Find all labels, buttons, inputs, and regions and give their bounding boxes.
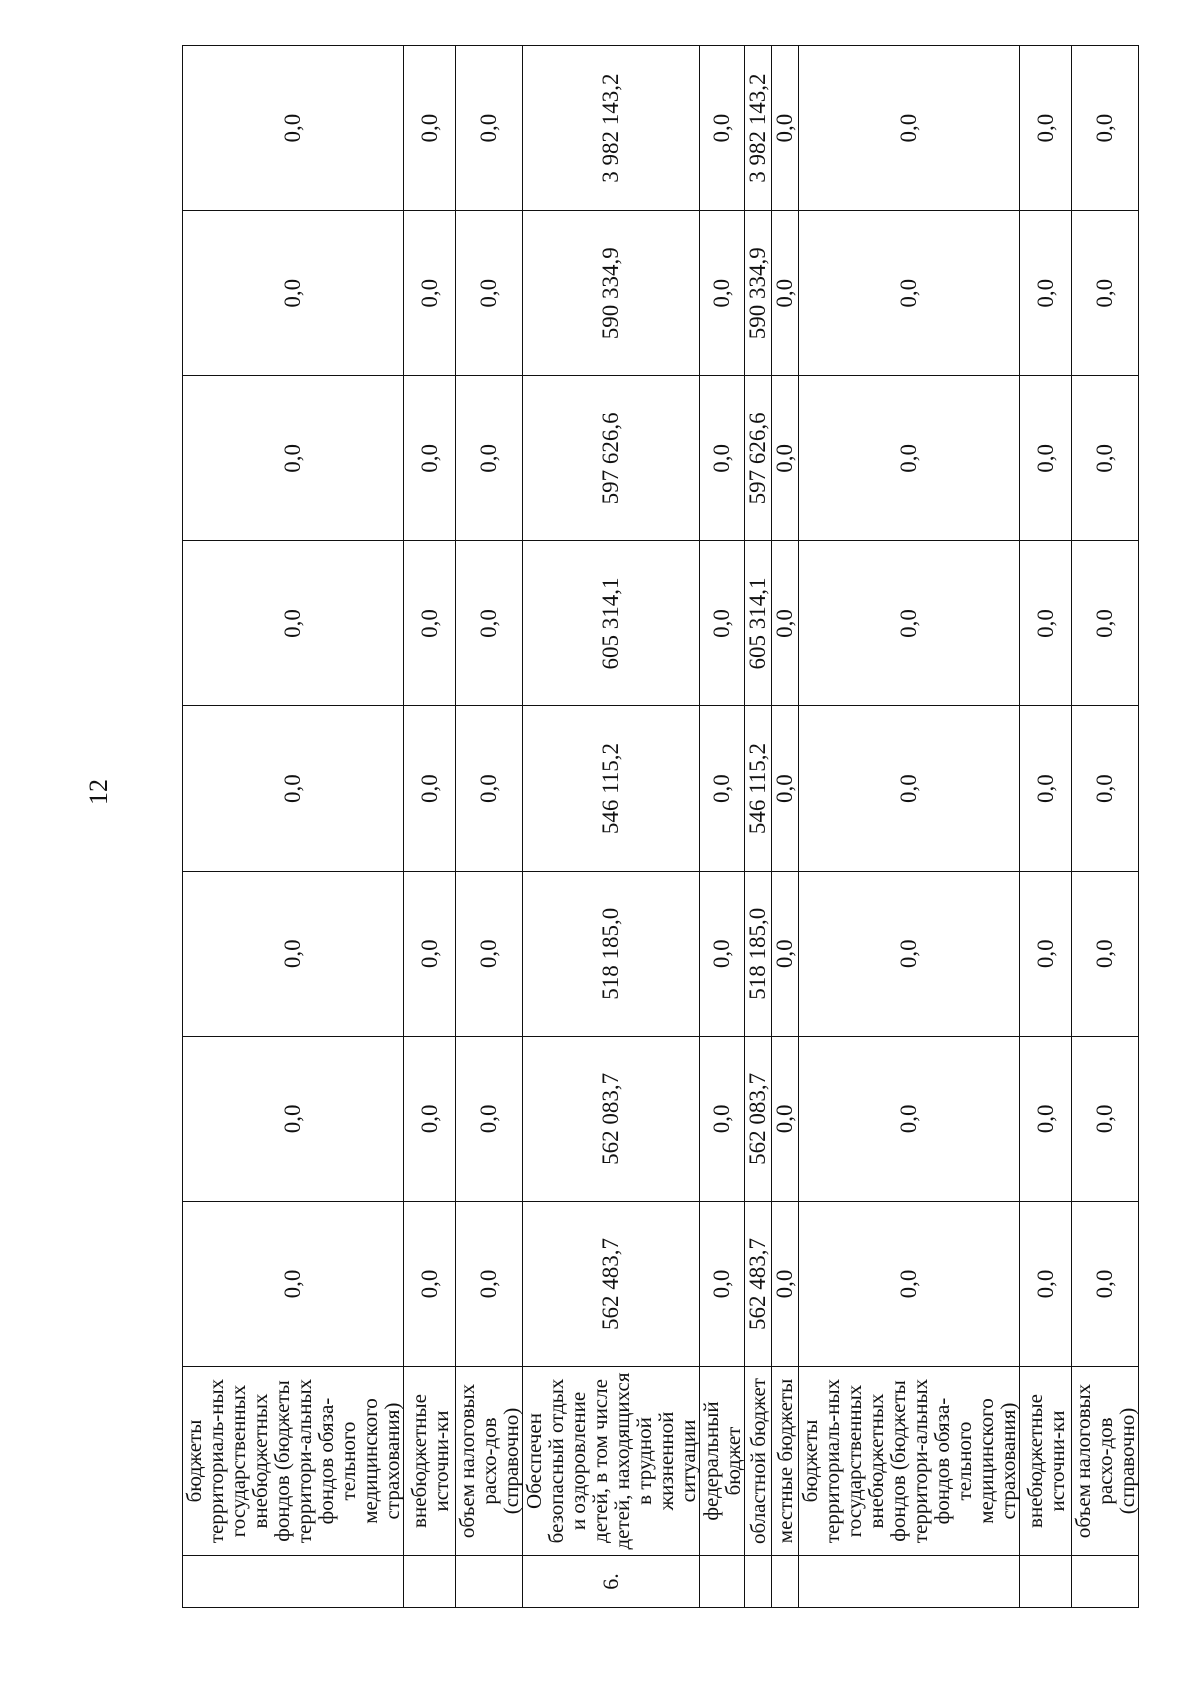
value-cell: 0,0: [1020, 706, 1072, 871]
value-cell: 562 483,7: [745, 1201, 772, 1366]
value-cell: 0,0: [456, 706, 523, 871]
value-cell: 0,0: [799, 541, 1020, 706]
table-row: [700, 46, 745, 1608]
value-cell: 0,0: [183, 1036, 404, 1201]
value-cell: 0,0: [1020, 1036, 1072, 1201]
value-cell: 0,0: [404, 541, 456, 706]
row-number-cell: [700, 1556, 745, 1608]
value-cell: 0,0: [456, 871, 523, 1036]
value-cell: 597 626,6: [523, 376, 700, 541]
value-cell: 0,0: [456, 376, 523, 541]
value-cell: 0,0: [404, 1201, 456, 1366]
table-row: [799, 46, 1020, 1608]
value-cell: 518 185,0: [523, 871, 700, 1036]
value-cell: 0,0: [1020, 46, 1072, 211]
value-cell: 0,0: [700, 1036, 745, 1201]
row-label-cell: объем налоговых расхо-дов (справочно): [1072, 1367, 1139, 1556]
value-cell: 0,0: [772, 541, 799, 706]
table-row: [745, 46, 772, 1608]
value-cell: 0,0: [799, 1036, 1020, 1201]
value-cell: 0,0: [404, 1036, 456, 1201]
table-row: [1020, 46, 1072, 1608]
row-number-cell: 6.: [523, 1556, 700, 1608]
value-cell: 0,0: [700, 541, 745, 706]
value-cell: 0,0: [183, 706, 404, 871]
value-cell: 0,0: [183, 871, 404, 1036]
value-cell: 0,0: [456, 46, 523, 211]
row-label-cell: бюджеты территориаль-ных государственных внебюджетных фондов (бюджеты территори-альных фондов обяза-тельного медицинского страхования): [183, 1367, 404, 1556]
value-cell: 0,0: [1072, 1036, 1139, 1201]
row-number-cell: [183, 1556, 404, 1608]
value-cell: 0,0: [700, 1201, 745, 1366]
value-cell: 0,0: [772, 46, 799, 211]
value-cell: 0,0: [1020, 1201, 1072, 1366]
value-cell: 562 083,7: [523, 1036, 700, 1201]
row-number-cell: [745, 1556, 772, 1608]
value-cell: 546 115,2: [745, 706, 772, 871]
value-cell: 0,0: [799, 376, 1020, 541]
value-cell: 0,0: [700, 46, 745, 211]
value-cell: 0,0: [404, 871, 456, 1036]
value-cell: 0,0: [700, 871, 745, 1036]
value-cell: 3 982 143,2: [523, 46, 700, 211]
value-cell: 590 334,9: [523, 211, 700, 376]
value-cell: 0,0: [183, 211, 404, 376]
value-cell: 0,0: [799, 211, 1020, 376]
row-label-cell: объем налоговых расхо-дов (справочно): [456, 1367, 523, 1556]
table-row: [456, 46, 523, 1608]
value-cell: 0,0: [1072, 211, 1139, 376]
table-row: [183, 46, 404, 1608]
rotated-table-container: [182, 45, 1139, 1608]
value-cell: 0,0: [1020, 541, 1072, 706]
row-number-cell: [1020, 1556, 1072, 1608]
row-label-cell: федеральный бюджет: [700, 1367, 745, 1556]
value-cell: 0,0: [799, 871, 1020, 1036]
value-cell: 0,0: [1020, 376, 1072, 541]
value-cell: 0,0: [456, 541, 523, 706]
value-cell: 0,0: [1072, 541, 1139, 706]
value-cell: 546 115,2: [523, 706, 700, 871]
value-cell: 562 483,7: [523, 1201, 700, 1366]
value-cell: 0,0: [183, 46, 404, 211]
value-cell: 590 334,9: [745, 211, 772, 376]
value-cell: 0,0: [1020, 211, 1072, 376]
value-cell: 0,0: [700, 376, 745, 541]
value-cell: 0,0: [700, 706, 745, 871]
value-cell: 0,0: [456, 1036, 523, 1201]
value-cell: 0,0: [183, 376, 404, 541]
value-cell: 0,0: [700, 211, 745, 376]
value-cell: 0,0: [456, 211, 523, 376]
row-number-cell: [456, 1556, 523, 1608]
row-label-cell: областной бюджет: [745, 1367, 772, 1556]
value-cell: 3 982 143,2: [745, 46, 772, 211]
value-cell: 0,0: [456, 1201, 523, 1366]
budget-table: [182, 45, 1139, 1608]
value-cell: 0,0: [1072, 871, 1139, 1036]
value-cell: 0,0: [772, 211, 799, 376]
value-cell: 0,0: [1072, 46, 1139, 211]
row-number-cell: [799, 1556, 1020, 1608]
value-cell: 0,0: [1072, 1201, 1139, 1366]
table-row: [523, 46, 700, 1608]
value-cell: 0,0: [1072, 376, 1139, 541]
table-row: [772, 46, 799, 1608]
value-cell: 0,0: [772, 706, 799, 871]
value-cell: 597 626,6: [745, 376, 772, 541]
value-cell: 0,0: [772, 871, 799, 1036]
value-cell: 0,0: [183, 1201, 404, 1366]
row-label-cell: бюджеты территориаль-ных государственных внебюджетных фондов (бюджеты территори-альных фондов обяза-тельного медицинского страхования): [799, 1367, 1020, 1556]
value-cell: 0,0: [1072, 706, 1139, 871]
value-cell: 0,0: [799, 706, 1020, 871]
page-number: 12: [84, 779, 113, 805]
value-cell: 0,0: [772, 376, 799, 541]
table-row: [1072, 46, 1139, 1608]
value-cell: 605 314,1: [523, 541, 700, 706]
value-cell: 0,0: [799, 1201, 1020, 1366]
value-cell: 0,0: [404, 46, 456, 211]
row-label-cell: внебюджетные источни-ки: [404, 1367, 456, 1556]
row-number-cell: [404, 1556, 456, 1608]
table-row: [404, 46, 456, 1608]
value-cell: 0,0: [799, 46, 1020, 211]
value-cell: 0,0: [183, 541, 404, 706]
value-cell: 0,0: [772, 1036, 799, 1201]
row-label-cell: Обеспечен безопасный отдых и оздоровление детей, в том числе детей, находящихся в трудной жизненной ситуации: [523, 1367, 700, 1556]
value-cell: 518 185,0: [745, 871, 772, 1036]
value-cell: 605 314,1: [745, 541, 772, 706]
value-cell: 0,0: [404, 211, 456, 376]
value-cell: 562 083,7: [745, 1036, 772, 1201]
value-cell: 0,0: [404, 376, 456, 541]
row-label-cell: местные бюджеты: [772, 1367, 799, 1556]
row-number-cell: [772, 1556, 799, 1608]
value-cell: 0,0: [1020, 871, 1072, 1036]
value-cell: 0,0: [404, 706, 456, 871]
row-number-cell: [1072, 1556, 1139, 1608]
row-label-cell: внебюджетные источни-ки: [1020, 1367, 1072, 1556]
value-cell: 0,0: [772, 1201, 799, 1366]
